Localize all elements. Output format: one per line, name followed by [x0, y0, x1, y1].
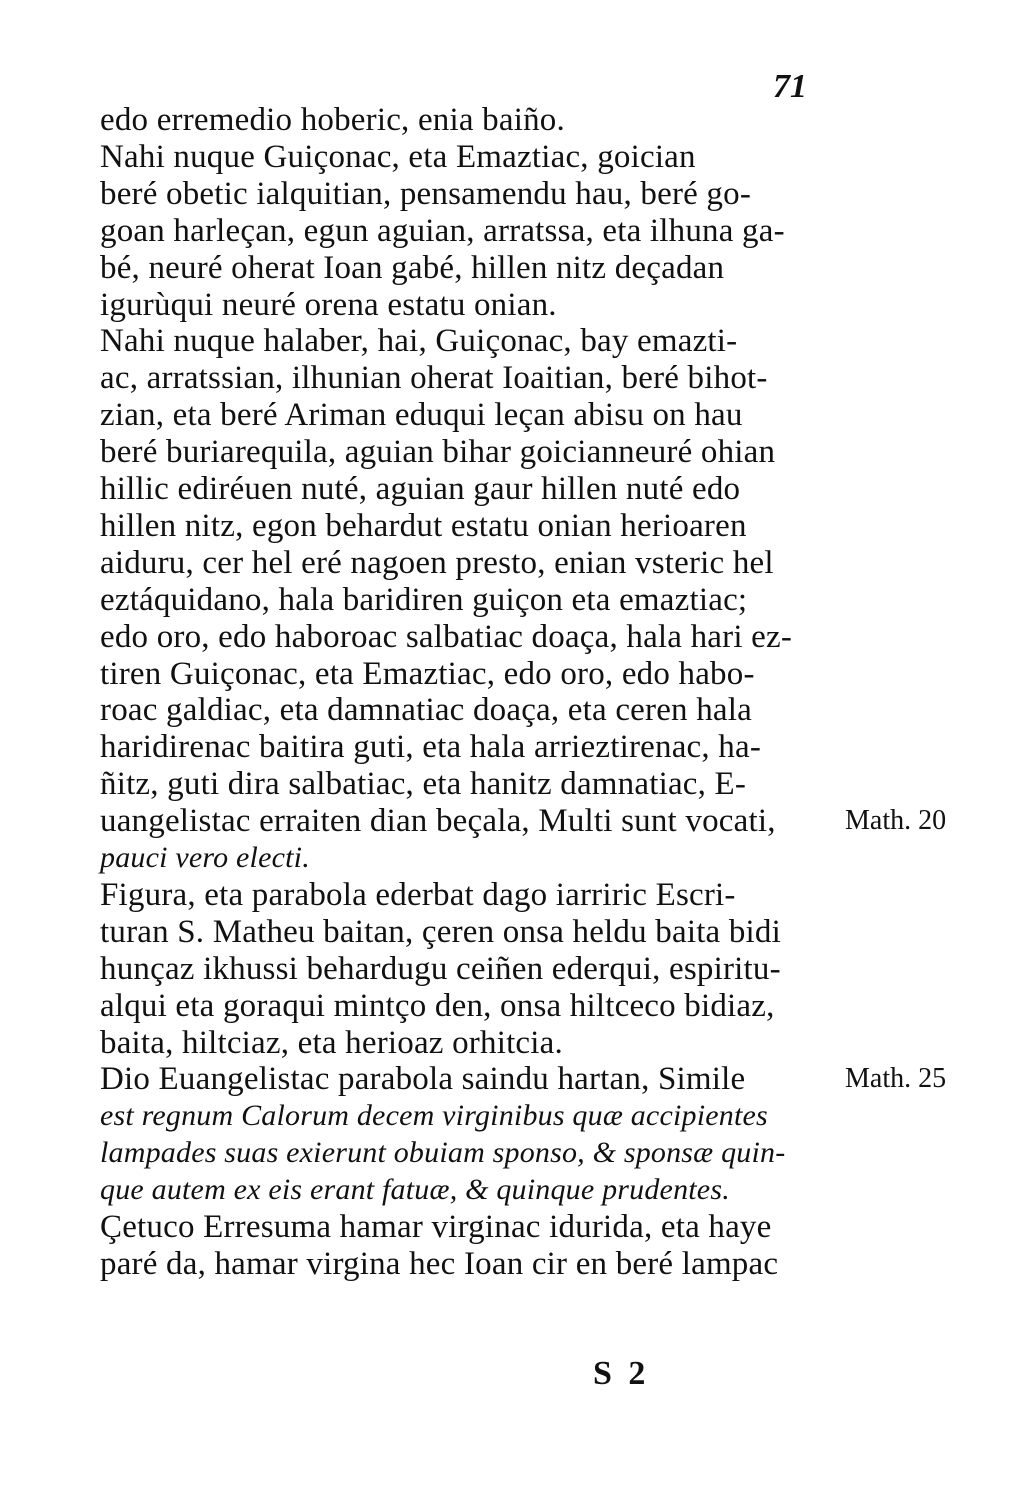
text-line: que autem ex eis erant fatuæ, & quinque prudentes.	[100, 1173, 730, 1207]
text-line: beré obetic ialquitian, pensamendu hau, beré go-	[100, 175, 752, 212]
margin-note: Math. 25	[845, 1063, 947, 1095]
text-line: est regnum Calorum decem virginibus quæ accipientes	[100, 1099, 768, 1133]
text-line: paré da, hamar virgina hec Ioan cir en beré lampac	[100, 1245, 779, 1282]
text-line: tiren Guiçonac, eta Emaztiac, edo oro, edo habo-	[100, 655, 755, 692]
margin-note: Math. 20	[845, 805, 947, 837]
text-line: Figura, eta parabola ederbat dago iarriric Escri-	[100, 876, 736, 913]
text-line: ac, arratssian, ilhunian oherat Ioaitian, beré bihot-	[100, 360, 768, 397]
text-line: igurùqui neuré orena estatu onian.	[100, 286, 557, 323]
text-line: Nahi nuque Guiçonac, eta Emaztiac, goician	[100, 138, 696, 175]
text-line: alqui eta goraqui mintço den, onsa hiltceco bidiaz,	[100, 987, 775, 1024]
text-line: Dio Euangelistac parabola saindu hartan, Simile	[100, 1061, 746, 1098]
text-line: Çetuco Erresuma hamar virginac idurida, eta haye	[100, 1209, 772, 1245]
signature-mark: S 2	[593, 1355, 650, 1392]
text-line: Nahi nuque halaber, hai, Guiçonac, bay emazti-	[100, 323, 738, 360]
text-line: haridirenac baitira guti, eta hala arrieztirenac, ha-	[100, 729, 762, 766]
text-line: beré buriarequila, aguian bihar goicianneuré ohian	[100, 434, 776, 471]
text-line: lampades suas exierunt obuiam sponso, & sponsæ quin-	[100, 1136, 786, 1170]
text-line: hillen nitz, egon behardut estatu onian herioaren	[100, 507, 747, 544]
text-line: eztáquidano, hala baridiren guiçon eta emaztiac;	[100, 581, 748, 618]
text-line: uangelistac erraiten dian beçala, Multi sunt vocati,	[100, 803, 776, 840]
text-line: edo oro, edo haboroac salbatiac doaça, hala hari ez-	[100, 618, 793, 655]
text-line: turan S. Matheu baitan, çeren onsa heldu baita bidi	[100, 913, 781, 950]
text-line: roac galdiac, eta damnatiac doaça, eta ceren hala	[100, 692, 752, 729]
page-number: 71	[773, 68, 807, 105]
text-line: edo erremedio hoberic, enia baiño.	[100, 102, 565, 138]
text-line: ñitz, guti dira salbatiac, eta hanitz damnatiac, E-	[100, 766, 747, 803]
text-line: pauci vero electi.	[100, 841, 310, 874]
text-line: zian, eta beré Ariman eduqui leçan abisu on hau	[100, 397, 743, 434]
text-line: baita, hiltciaz, eta herioaz orhitcia.	[100, 1024, 563, 1061]
text-line: hillic ediréuen nuté, aguian gaur hillen nuté edo	[100, 471, 741, 507]
text-line: hunçaz ikhussi behardugu ceiñen ederqui, espiritu-	[100, 950, 781, 987]
text-line: goan harleçan, egun aguian, arratssa, eta ilhuna ga-	[100, 212, 785, 249]
text-line: aiduru, cer hel eré nagoen presto, enian vsteric hel	[100, 544, 774, 581]
text-line: bé, neuré oherat Ioan gabé, hillen nitz deçadan	[100, 249, 725, 286]
